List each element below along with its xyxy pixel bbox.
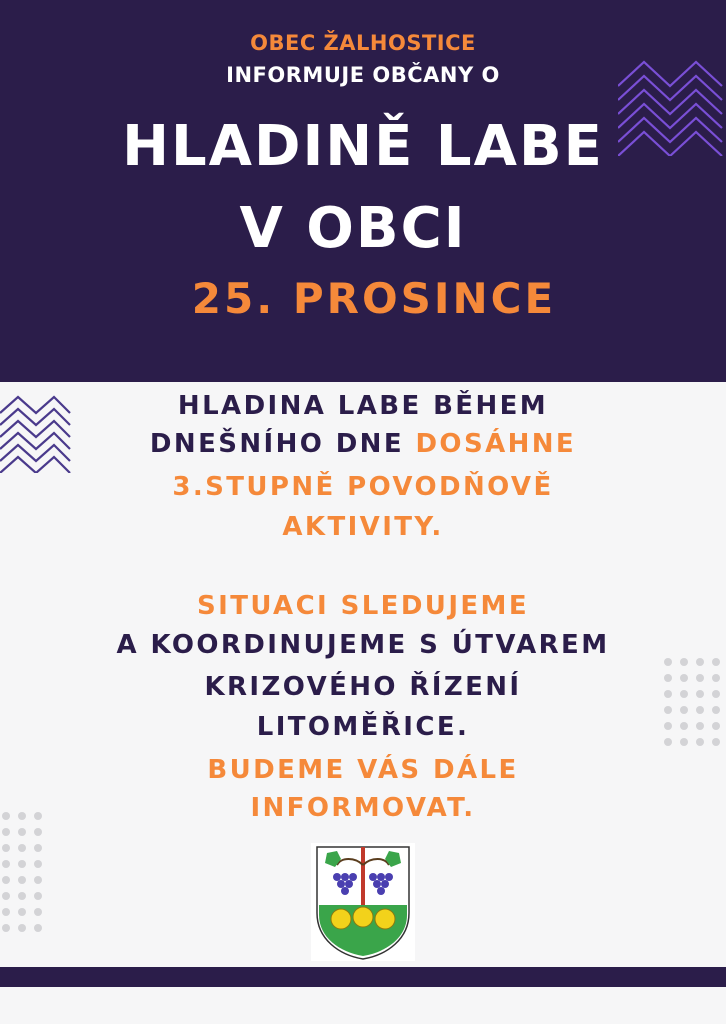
title-line-2: V OBCI bbox=[239, 196, 467, 261]
message-line-2-orange: DOSÁHNE bbox=[415, 429, 577, 459]
municipality-name: OBEC ŽALHOSTICE bbox=[250, 31, 476, 55]
message-line-9: BUDEME VÁS DÁLE bbox=[207, 755, 519, 785]
message-line-7: KRIZOVÉHO ŘÍZENÍ bbox=[204, 672, 522, 702]
header-banner bbox=[0, 0, 726, 382]
dot-grid-decoration-right bbox=[660, 654, 726, 754]
message-line-8: LITOMĚŘICE. bbox=[256, 712, 470, 742]
message-line-5: SITUACI SLEDUJEME bbox=[197, 591, 529, 621]
footer-bar bbox=[0, 967, 726, 987]
zigzag-decoration-top-right bbox=[618, 58, 726, 156]
date-label: 25. PROSINCE bbox=[191, 274, 557, 323]
message-line-10: INFORMOVAT. bbox=[250, 793, 476, 823]
header-subtitle: INFORMUJE OBČANY O bbox=[226, 63, 500, 87]
message-line-3: 3.STUPNĚ POVODŇOVĚ bbox=[172, 472, 554, 502]
title-line-1: HLADINĚ LABE bbox=[122, 114, 604, 179]
municipal-coat-of-arms-icon bbox=[311, 843, 415, 961]
message-line-1: HLADINA LABE BĚHEM bbox=[177, 391, 549, 421]
message-line-2-dark: DNEŠNÍHO DNE bbox=[149, 429, 416, 459]
message-line-6: A KOORDINUJEME S ÚTVAREM bbox=[116, 630, 610, 660]
message-line-4: AKTIVITY. bbox=[282, 512, 444, 542]
dot-grid-decoration-left bbox=[0, 808, 54, 932]
message-line-2 bbox=[0, 429, 726, 459]
